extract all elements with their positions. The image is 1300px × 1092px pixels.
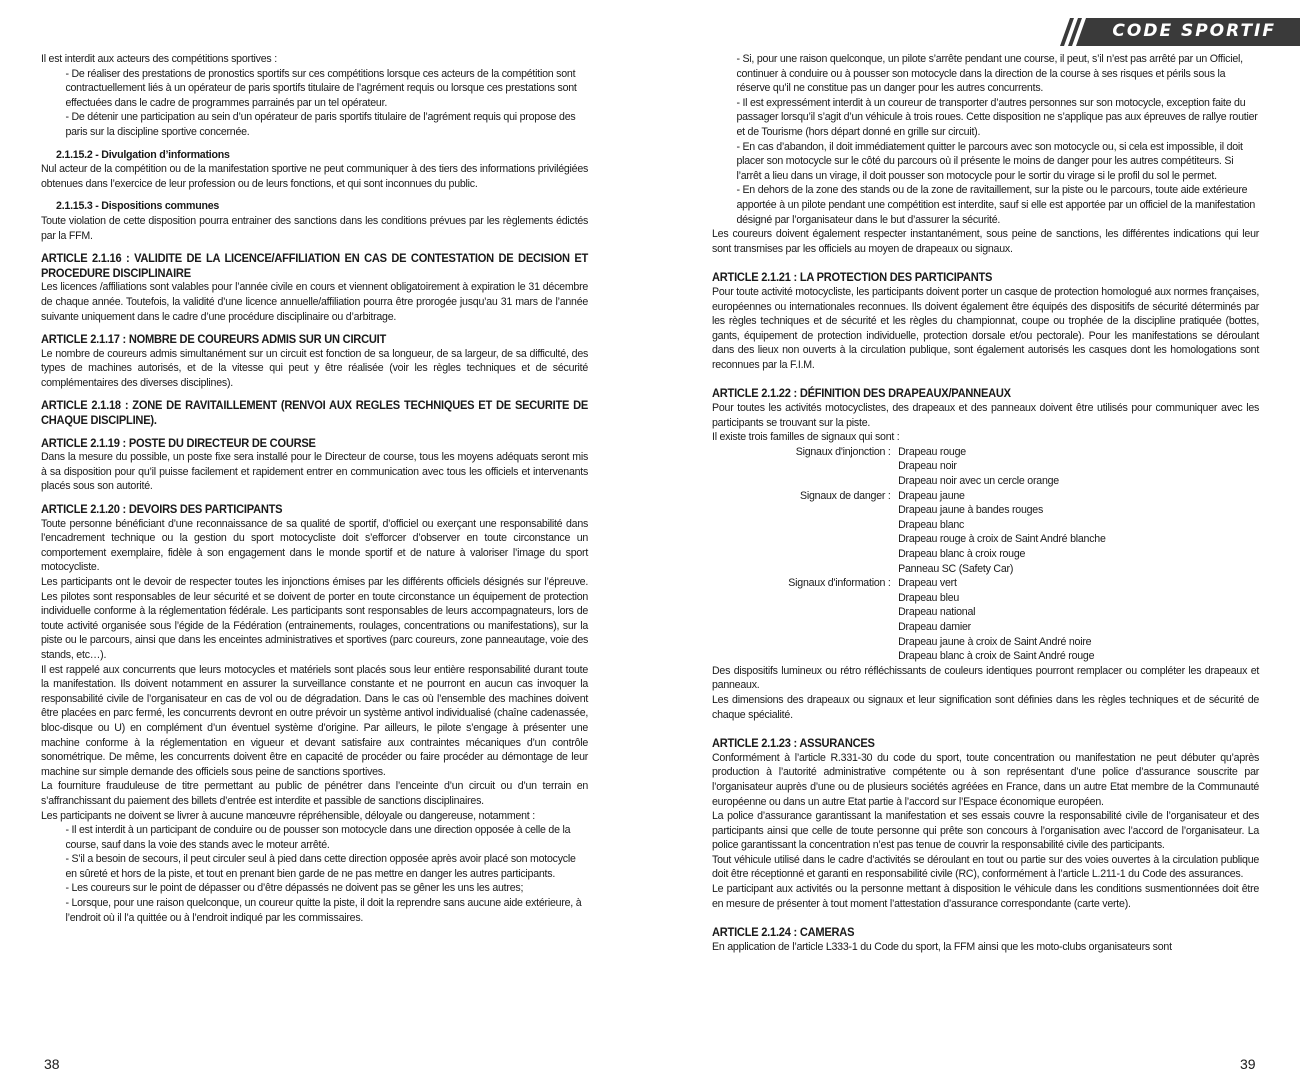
signal-item: Drapeau national bbox=[898, 606, 976, 619]
signal-item: Drapeau jaune à croix de Saint André noire bbox=[898, 635, 1092, 648]
signal-item: Panneau SC (Safety Car) bbox=[898, 562, 1014, 575]
article-heading: ARTICLE 2.1.20 : DEVOIRS DES PARTICIPANTS bbox=[41, 502, 283, 517]
bullet-item: - Si, pour une raison quelconque, un pilote s’arrête pendant une course, il peut, s’il n’est pas arrêté par un Officiel, continuer à conduire ou à pousser son motocycle dans la direction de la course à ses risques et périls sous la réserve qu’il ne constitue pas un danger pour les autres concurrents. bbox=[736, 53, 1243, 95]
signal-item: Drapeau blanc à croix rouge bbox=[898, 548, 1026, 560]
paragraph: Les participants ont le devoir de respecter toutes les injonctions émises par les différents officiels désignés sur l’épreuve. Les pilotes sont responsables de leur sécurité et se doivent de porter en toute circonstance un équipement de protection individuelle conforme à la réglementation fédérale. Les participants sont responsables de leurs accompagnateurs, lors de toute activité organisée sous l’égide de la Fédération (entrainements, roulages, concentrations ou manifestations), sur la piste ou le parcours, ainsi que dans les enceintes administratives et sportives (parc coureurs, zone panneautage, voie des stands, etc…). bbox=[41, 576, 589, 661]
paragraph: Il existe trois familles de signaux qui sont : bbox=[712, 431, 900, 444]
paragraph: Il est rappelé aux concurrents que leurs motocycles et matériels sont placés sous leur entière responsabilité durant toute la manifestation. Ils doivent notamment en assurer la surveillance constante et ne pourront en aucun cas invoquer la responsabilité civile de l’organisateur en cas de vol ou de dégradation. Dans le cas où l’ensemble des machines doivent être placées en parc fermé, les concurrents devront en outre prévoir un système antivol individualisé (chaîne cadenassée, bloc-disque ou U) en complément d’un éventuel système d’origine. Par ailleurs, le pilote s’engage à présenter une machine conforme à la réglementation en vigueur et devant satisfaire aux contraintes mécaniques d’un contrôle sonométrique. De même, les concurrents doivent être en capacité de procéder ou faire procéder au démontage de leur machine sur simple demande des officiels sous peine de sanctions sportives. bbox=[41, 663, 589, 778]
bullet-item: - S’il a besoin de secours, il peut circuler seul à pied dans cette direction opposée après avoir placé son motocycle en sûreté et hors de la piste, et tout en prenant bien garde de ne pas mettre en danger les autres participants. bbox=[65, 853, 576, 880]
signal-group-injonction bbox=[712, 445, 1259, 489]
paragraph: Dans la mesure du possible, un poste fixe sera installé pour le Directeur de course, tous les moyens adéquats seront mis à sa disposition pour qu’il puisse facilement et rapidement entrer en communication avec tous les officiels et intervenants placés sous son autorité. bbox=[41, 451, 589, 493]
header-banner-title: CODE SPORTIF bbox=[1112, 21, 1276, 41]
signal-list bbox=[898, 445, 1059, 489]
left-column bbox=[41, 52, 588, 925]
signal-group-label: Signaux d'information : bbox=[788, 577, 891, 590]
section-heading: 2.1.15.3 - Dispositions communes bbox=[56, 200, 220, 213]
paragraph: Des dispositifs lumineux ou rétro réfléchissants de couleurs identiques pourront remplacer ou compléter les drapeaux et panneaux. bbox=[712, 664, 1260, 692]
article-heading: ARTICLE 2.1.18 : ZONE DE RAVITAILLEMENT (RENVOI AUX REGLES TECHNIQUES ET DE SECURITE DE CHAQUE DISCIPLINE). bbox=[41, 398, 589, 428]
signal-item: Drapeau blanc à croix de Saint André rouge bbox=[898, 650, 1095, 663]
paragraph: Pour toutes les activités motocyclistes, des drapeaux et des panneaux doivent être utilisés pour communiquer avec les participants se trouvant sur la piste. bbox=[712, 402, 1260, 429]
bullet-item: - En cas d’abandon, il doit immédiatement quitter le parcours avec son motocycle ou, si cela est impossible, il doit placer son motocycle sur le côté du parcours où il présente le moins de danger pour les autres compétiteurs. Si l’arrêt a lieu dans un virage, il doit pousser son motocycle pour le sortir du virage si le profil du sol le permet. bbox=[736, 140, 1243, 182]
right-page bbox=[650, 0, 1300, 1092]
paragraph: Nul acteur de la compétition ou de la manifestation sportive ne peut communiquer à des tiers des informations privilégiées obtenues dans l’exercice de leur profession ou de leurs fonctions, et qui sont inconnues du public. bbox=[41, 163, 589, 190]
signal-item: Drapeau bleu bbox=[898, 591, 960, 604]
paragraph: Les licences /affiliations sont valables pour l’année civile en cours et viennent obligatoirement à expiration le 31 décembre de chaque année. Toutefois, la validité d’une licence annuelle/affiliation pourra être prorogée jusqu’au 31 mars de l’année suivante uniquement dans le cadre d’une procédure disciplinaire ou d’arbitrage. bbox=[41, 281, 589, 323]
bullet-item: - De détenir une participation au sein d’un opérateur de paris sportifs titulaire de l’agrément requis qui propose des paris sur la discipline sportive concernée. bbox=[65, 111, 576, 138]
paragraph: Il est interdit aux acteurs des compétitions sportives : bbox=[41, 53, 277, 65]
article-heading: ARTICLE 2.1.22 : DÉFINITION DES DRAPEAUX/PANNEAUX bbox=[712, 386, 1011, 401]
signal-list bbox=[898, 576, 1094, 664]
page-number: 39 bbox=[1240, 1056, 1256, 1072]
paragraph: Toute personne bénéficiant d’une reconnaissance de sa qualité de sportif, d’officiel ou exerçant une responsabilité dans l’encadrement technique ou la gestion du sport motocycliste doit s’efforcer d’observer en toute circonstance un comportement exemplaire, fidèle à son engagement dans le monde sportif et de nature à valoriser l’image du sport motocycliste. bbox=[41, 517, 589, 574]
paragraph: Le nombre de coureurs admis simultanément sur un circuit est fonction de sa longueur, de sa largeur, de sa difficulté, des types de machines autorisés, et de la vitesse qui peut y être réalisée (voir les règles techniques et de sécurité complémentaires des diverses disciplines). bbox=[41, 347, 589, 389]
signal-group-danger bbox=[712, 489, 1259, 577]
bullet-item: - De réaliser des prestations de pronostics sportifs sur ces compétitions lorsque ces acteurs de la compétition sont contractuellement liés à un opérateur de paris sportifs titulaire de l’agrément requis ou lorsque ces prestations sont effectuées dans le cadre de programmes parrainés par un tel opérateur. bbox=[65, 67, 577, 109]
paragraph: La fourniture frauduleuse de titre permettant au public de pénétrer dans l’enceinte d’un circuit ou d’un terrain en s’affranchissant du paiement des billets d’entrée est interdite et passible de sanctions disciplinaires. bbox=[41, 780, 589, 807]
article-heading: ARTICLE 2.1.23 : ASSURANCES bbox=[712, 736, 875, 751]
article-heading: ARTICLE 2.1.17 : NOMBRE DE COUREURS ADMIS SUR UN CIRCUIT bbox=[41, 332, 387, 347]
paragraph: Conformément à l’article R.331-30 du code du sport, toute concentration ou manifestation ne peut débuter qu’après production à l’autorité administrative compétente ou à son représentant d’une police d’assurance souscrite par l’organisateur auprès d’une ou de plusieurs sociétés agréées en France, dans un autre Etat membre de la Communauté européenne ou dans un autre Etat partie à l’accord sur l’Espace économique européen. bbox=[712, 751, 1260, 808]
paragraph: Toute violation de cette disposition pourra entrainer des sanctions dans les conditions prévues par les règlements édictés par la FFM. bbox=[41, 214, 589, 242]
paragraph: Le participant aux activités ou la personne mettant à disposition le véhicule dans les conditions susmentionnées doit être en mesure de présenter à tout moment l’attestation d’assurance correspondante (carte verte). bbox=[712, 883, 1260, 910]
signal-item: Drapeau jaune à bandes rouges bbox=[898, 504, 1044, 517]
signal-item: Drapeau rouge à croix de Saint André blanche bbox=[898, 533, 1106, 546]
signal-item: Drapeau vert bbox=[898, 577, 957, 590]
signal-group-label: Signaux de danger : bbox=[800, 489, 891, 502]
signal-item: Drapeau jaune bbox=[898, 489, 965, 502]
signal-group-information bbox=[712, 576, 1259, 664]
paragraph: Tout véhicule utilisé dans le cadre d’activités se déroulant en tout ou partie sur des voies ouvertes à la circulation publique doit être réceptionné et garanti en responsabilité civile (RC), conformément à l’article L.211-1 du Code des assurances. bbox=[712, 853, 1260, 881]
bullet-item: - Lorsque, pour une raison quelconque, un coureur quitte la piste, il doit la reprendre sans aucune aide extérieure, à l’endroit où il l’a quittée ou à l’endroit indiqué par les commissaires. bbox=[65, 897, 582, 924]
paragraph: En application de l’article L333-1 du Code du sport, la FFM ainsi que les moto-clubs organisateurs sont bbox=[712, 940, 1172, 953]
bullet-item: - Les coureurs sur le point de dépasser ou d’être dépassés ne doivent pas se gêner les uns les autres; bbox=[65, 882, 524, 895]
article-heading: ARTICLE 2.1.21 : LA PROTECTION DES PARTICIPANTS bbox=[712, 270, 993, 285]
bullet-item: - Il est expressément interdit à un coureur de transporter d’autres personnes sur son motocycle, exception faite du passager lorsqu’il s’agit d’un véhicule à trois roues. Cette disposition ne s’applique pas aux épreuves de rallye routier et de Tourisme (hors départ donné en grille sur circuit). bbox=[736, 96, 1258, 138]
article-heading: ARTICLE 2.1.16 : VALIDITE DE LA LICENCE/AFFILIATION EN CAS DE CONTESTATION DE DECISION ET PROCEDURE DISCIPLINAIRE bbox=[41, 251, 589, 280]
signal-item: Drapeau damier bbox=[898, 620, 971, 633]
paragraph: Les participants ne doivent se livrer à aucune manœuvre répréhensible, déloyale ou dangereuse, notamment : bbox=[41, 809, 535, 822]
bullet-item: - Il est interdit à un participant de conduire ou de pousser son motocycle dans une direction opposée à celle de la course, sauf dans la voie des stands avec le moteur arrêté. bbox=[65, 824, 571, 851]
article-heading: ARTICLE 2.1.19 : POSTE DU DIRECTEUR DE COURSE bbox=[41, 435, 316, 450]
signal-item: Drapeau rouge bbox=[898, 445, 966, 458]
paragraph: Les dimensions des drapeaux ou signaux et leur signification sont définies dans les règles techniques et de sécurité de chaque spécialité. bbox=[712, 693, 1260, 721]
bullet-item: - En dehors de la zone des stands ou de la zone de ravitaillement, sur la piste ou le parcours, toute aide extérieure apportée à un pilote pendant une compétition est interdite, sauf si elle est apportée par un officiel de la manifestation désigné par l’organisateur dans le but d’assurer la sécurité. bbox=[736, 184, 1256, 226]
paragraph: Les coureurs doivent également respecter instantanément, sous peine de sanctions, les différentes indications qui leur sont transmises par les officiels au moyen de drapeaux ou signaux. bbox=[712, 228, 1260, 255]
article-heading: ARTICLE 2.1.24 : CAMERAS bbox=[712, 925, 855, 940]
right-column bbox=[712, 52, 1259, 954]
signal-group-label: Signaux d'injonction : bbox=[795, 445, 891, 458]
signal-item: Drapeau blanc bbox=[898, 518, 965, 531]
signal-list bbox=[898, 489, 1106, 577]
paragraph: Pour toute activité motocycliste, les participants doivent porter un casque de protection homologué aux normes françaises, européennes ou internationales reconnues. Ils doivent également être équipés des dispositifs de sécurité déterminés par les règles techniques et de sécurité et les règles du championnat, coupe ou trophée de la discipline pratiquée (bottes, gants, équipement de protection individuelle, protection dorsale et/ou pectorale). Pour les manifestations se déroulant dans des lieux non ouverts à la circulation publique, sont également autorisés les casques dont les homologations sont reconnues par la F.I.M. bbox=[712, 285, 1260, 371]
page-number: 38 bbox=[44, 1056, 60, 1072]
paragraph: La police d’assurance garantissant la manifestation et ses essais couvre la responsabilité civile de l’organisateur et des participants ainsi que celle de toute personne qui prête son concours à l’organisation avec l’accord de l’organisateur. La police garantissant la concentration n’est pas tenue de couvrir la responsabilité civile des participants. bbox=[712, 810, 1260, 852]
section-heading: 2.1.15.2 - Divulgation d’informations bbox=[56, 148, 230, 161]
signal-item: Drapeau noir avec un cercle orange bbox=[898, 475, 1059, 488]
signal-item: Drapeau noir bbox=[898, 460, 957, 473]
